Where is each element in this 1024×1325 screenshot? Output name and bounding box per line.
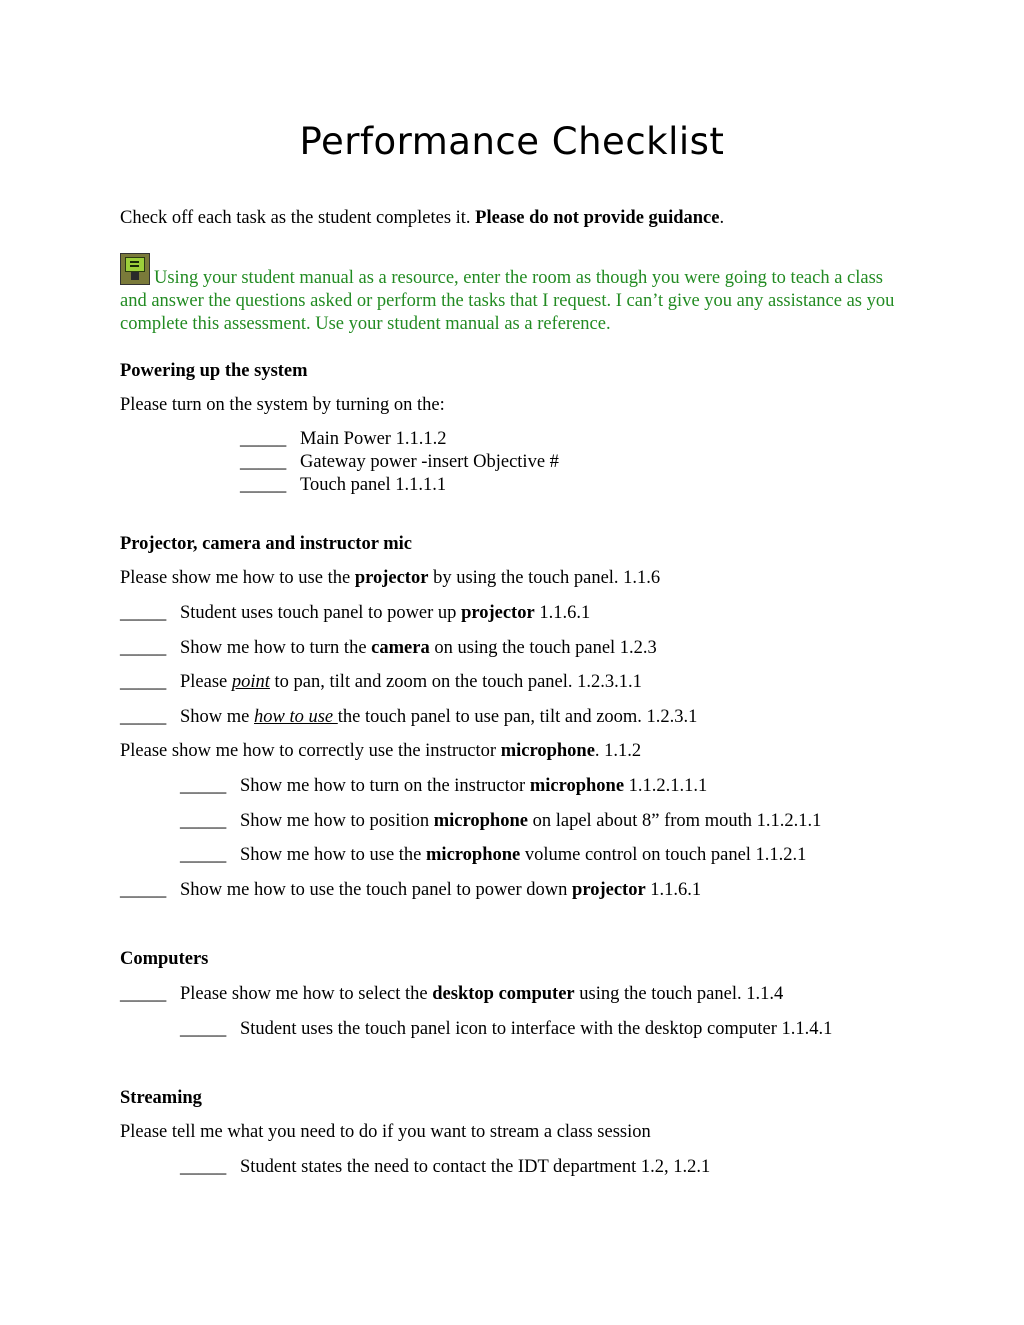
power-item-main: Main Power 1.1.1.2 — [300, 429, 447, 449]
text-plain: Please — [180, 672, 232, 692]
text-plain: Show me — [180, 707, 254, 727]
text-plain: the touch panel to use pan, tilt and zoom. 1.2.3.1 — [337, 707, 698, 727]
text-underlined: point — [231, 672, 270, 692]
check-blank[interactable]: _____ — [180, 776, 227, 796]
mic-item-position — [240, 811, 821, 832]
text-plain: to pan, tilt and zoom on the touch panel. 1.2.3.1.1 — [269, 672, 642, 692]
icon-line — [130, 261, 139, 263]
check-blank[interactable]: _____ — [180, 1019, 227, 1039]
check-blank[interactable]: _____ — [120, 603, 167, 623]
check-blank[interactable]: _____ — [240, 452, 287, 472]
text-plain: Show me how to use the touch panel to power down — [180, 880, 573, 900]
check-blank[interactable]: _____ — [120, 984, 167, 1004]
text-bold: microphone — [426, 845, 521, 865]
streaming-prompt: Please tell me what you need to do if you want to stream a class session — [120, 1122, 651, 1142]
intro-bold: Please do not provide guidance — [475, 208, 720, 228]
projector-item-power-down — [180, 880, 701, 901]
check-blank[interactable]: _____ — [120, 672, 167, 692]
check-blank[interactable]: _____ — [180, 1157, 227, 1177]
section-heading-power: Powering up the system — [120, 361, 308, 381]
computers-item-interface: Student uses the touch panel icon to interface with the desktop computer 1.1.4.1 — [240, 1019, 833, 1039]
mic-item-turn-on — [240, 776, 707, 797]
check-blank[interactable]: _____ — [180, 845, 227, 865]
intro-plain: Check off each task as the student completes it. — [120, 208, 476, 228]
page-title: Performance Checklist — [299, 120, 725, 163]
text-plain: Please show me how to correctly use the instructor — [120, 741, 501, 761]
check-blank[interactable]: _____ — [120, 707, 167, 727]
section-heading-projector: Projector, camera and instructor mic — [120, 534, 412, 554]
microphone-prompt — [120, 741, 641, 762]
projector-item-camera — [180, 638, 657, 659]
text-plain: on lapel about 8” from mouth 1.1.2.1.1 — [527, 811, 822, 831]
text-plain: by using the touch panel. 1.1.6 — [428, 568, 661, 588]
text-plain: volume control on touch panel 1.1.2.1 — [520, 845, 807, 865]
text-bold: microphone — [433, 811, 528, 831]
projector-item-point — [180, 672, 642, 693]
intro-end: . — [719, 208, 725, 228]
mic-item-volume — [240, 845, 806, 866]
check-blank[interactable]: _____ — [180, 811, 227, 831]
text-bold: projector — [461, 603, 535, 623]
text-bold: projector — [572, 880, 646, 900]
text-plain: Student uses touch panel to power up — [180, 603, 462, 623]
check-blank[interactable]: _____ — [120, 638, 167, 658]
text-bold: microphone — [529, 776, 625, 796]
text-plain: . 1.1.2 — [594, 741, 642, 761]
power-prompt: Please turn on the system by turning on the: — [120, 395, 445, 415]
text-plain: using the touch panel. 1.1.4 — [574, 984, 784, 1004]
text-plain: on using the touch panel 1.2.3 — [429, 638, 657, 658]
projector-item-how-to-use — [180, 707, 697, 728]
text-plain: Show me how to turn the — [180, 638, 372, 658]
section-heading-streaming: Streaming — [120, 1088, 202, 1108]
streaming-item-contact: Student states the need to contact the IDT department 1.2, 1.2.1 — [240, 1157, 711, 1177]
text-plain: 1.1.6.1 — [645, 880, 702, 900]
text-bold: desktop computer — [432, 984, 575, 1004]
text-plain: Show me how to turn on the instructor — [240, 776, 530, 796]
text-plain: 1.1.2.1.1.1 — [624, 776, 708, 796]
text-bold: projector — [354, 568, 429, 588]
projector-item-power-up — [180, 603, 590, 624]
text-bold: microphone — [500, 741, 595, 761]
text-plain: Show me how to use the — [240, 845, 427, 865]
instructions-text: Using your student manual as a resource, enter the room as though you were going to teach a class and answer the questions asked or perform the tasks that I request. I can’t give you any assistance as you complete this assessment. Use your student manual as a reference. — [120, 268, 895, 334]
power-item-gateway: Gateway power -insert Objective # — [300, 452, 559, 472]
computers-item-select — [180, 984, 783, 1005]
section-heading-computers: Computers — [120, 949, 209, 969]
text-plain: Please show me how to use the — [120, 568, 355, 588]
projector-prompt — [120, 568, 660, 589]
text-plain: Please show me how to select the — [180, 984, 433, 1004]
check-blank[interactable]: _____ — [240, 475, 287, 495]
text-bold: camera — [371, 638, 430, 658]
text-underlined: how to use — [254, 707, 338, 727]
text-plain: Show me how to position — [240, 811, 434, 831]
check-blank[interactable]: _____ — [120, 880, 167, 900]
text-plain: 1.1.6.1 — [534, 603, 591, 623]
intro-text — [120, 208, 724, 229]
power-item-touch: Touch panel 1.1.1.1 — [300, 475, 447, 495]
check-blank[interactable]: _____ — [240, 429, 287, 449]
